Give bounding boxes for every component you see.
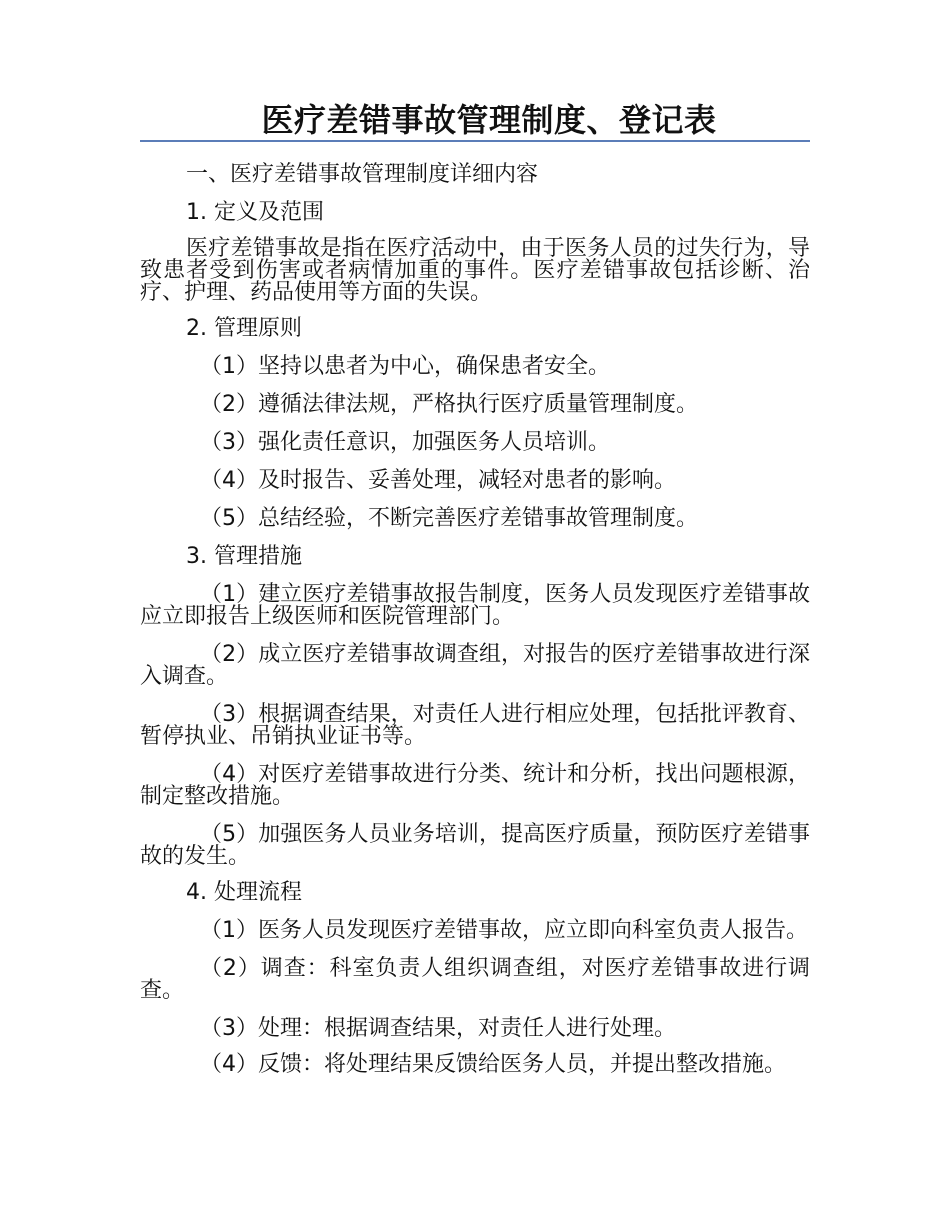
measure-item: （4）对医疗差错事故进行分类、统计和分析，找出问题根源，制定整改措施。 — [140, 762, 810, 809]
process-item: （4）反馈：将处理结果反馈给医务人员，并提出整改措施。 — [200, 1052, 786, 1077]
process-item: （3）处理：根据调查结果，对责任人进行处理。 — [200, 1016, 676, 1041]
measure-item: （3）根据调查结果，对责任人进行相应处理，包括批评教育、暂停执业、吊销执业证书等。 — [140, 702, 810, 749]
measure-item: （2）成立医疗差错事故调查组，对报告的医疗差错事故进行深入调查。 — [140, 642, 810, 689]
principles-heading: 2. 管理原则 — [186, 316, 302, 341]
process-item: （2）调查：科室负责人组织调查组，对医疗差错事故进行调查。 — [140, 956, 810, 1003]
document-page — [140, 100, 810, 1076]
definition-heading: 1. 定义及范围 — [186, 200, 324, 225]
measures-heading: 3. 管理措施 — [186, 544, 302, 569]
measure-item: （5）加强医务人员业务培训，提高医疗质量，预防医疗差错事故的发生。 — [140, 822, 810, 869]
principle-item: （1）坚持以患者为中心，确保患者安全。 — [200, 354, 610, 379]
definition-text: 医疗差错事故是指在医疗活动中，由于医务人员的过失行为，导致患者受到伤害或者病情加重的事件。医疗差错事故包括诊断、治疗、护理、药品使用等方面的失误。 — [140, 236, 810, 305]
principle-item: （4）及时报告、妥善处理，减轻对患者的影响。 — [200, 468, 676, 493]
title-underline — [140, 140, 810, 142]
section-heading: 一、医疗差错事故管理制度详细内容 — [186, 162, 539, 187]
document-title: 医疗差错事故管理制度、登记表 — [261, 101, 717, 139]
process-heading: 4. 处理流程 — [186, 880, 302, 905]
principle-item: （5）总结经验，不断完善医疗差错事故管理制度。 — [200, 506, 698, 531]
principle-item: （2）遵循法律法规，严格执行医疗质量管理制度。 — [200, 392, 698, 417]
principle-item: （3）强化责任意识，加强医务人员培训。 — [200, 430, 610, 455]
measure-item: （1）建立医疗差错事故报告制度，医务人员发现医疗差错事故应立即报告上级医师和医院管理部门。 — [140, 582, 810, 629]
process-item: （1）医务人员发现医疗差错事故，应立即向科室负责人报告。 — [200, 918, 808, 943]
